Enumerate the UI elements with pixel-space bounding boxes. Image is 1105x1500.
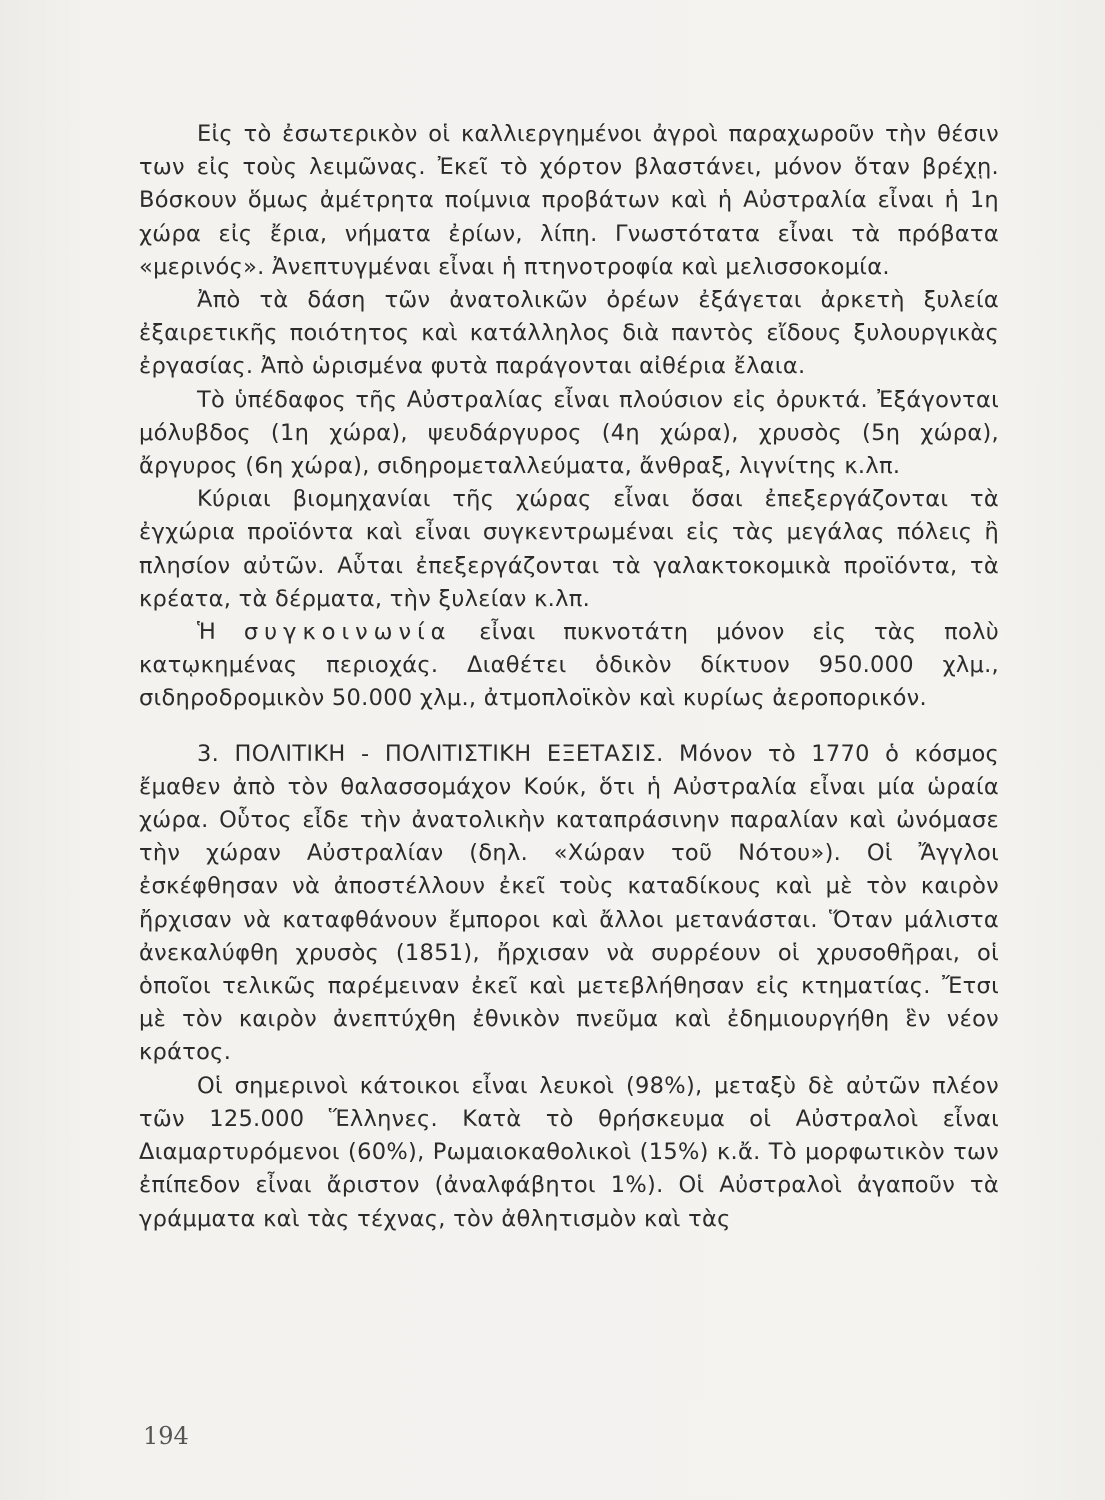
paragraph-agriculture: Εἰς τὸ ἐσωτερικὸν οἱ καλλιεργημένοι ἀγροὶ παραχωροῦν τὴν θέσιν των εἰς τοὺς λειμῶνας. Ἐκεῖ τὸ χόρτον βλαστάνει, μόνον ὅταν βρέχῃ. Βόσκουν ὅμως ἀμέτρητα ποίμνια προβάτων καὶ ἡ Αὐστραλία εἶναι ἡ 1η χώρα εἰς ἔρια, νήματα ἐρίων, λίπη. Γνωστότατα εἶναι τὰ πρόβατα «μερινός». Ἀνεπτυγμέναι εἶναι ἡ πτηνοτροφία καὶ μελισσοκομία. <box>139 121 999 280</box>
paragraph-communication <box>139 616 999 716</box>
paragraph-minerals: Τὸ ὑπέδαφος τῆς Αὐστραλίας εἶναι πλούσιον εἰς ὀρυκτά. Ἐξάγονται μόλυβδος (1η χώρα), ψευδάργυρος (4η χώρα), χρυσὸς (5η χώρα), ἄργυρος (6η χώρα), σιδηρομεταλλεύματα, ἄνθραξ, λιγνίτης κ.λπ. <box>139 386 999 480</box>
page-number: 194 <box>143 1422 189 1450</box>
section3-text: Μόνον τὸ 1770 ὁ κόσμος ἔμαθεν ἀπὸ τὸν θαλασσομάχον Κούκ, ὅτι ἡ Αὐστραλία εἶναι μία ὡραία χώρα. Οὗτος εἶδε τὴν ἀνατολικὴν καταπράσινην παραλίαν καὶ ὠνόμασε τὴν χώραν Αὐστραλίαν (δηλ. «Χώραν τοῦ Νότου»). Οἱ Ἄγγλοι ἐσκέφθησαν νὰ ἀποστέλλουν ἐκεῖ τοὺς καταδίκους καὶ μὲ τὸν καιρὸν ἤρχισαν νὰ καταφθάνουν ἔμποροι καὶ ἄλλοι μετανάσται. Ὅταν μάλιστα ἀνεκαλύφθη χρυσὸς (1851), ἤρχισαν νὰ συρρέουν οἱ χρυσοθῆραι, οἱ ὁποῖοι τελικῶς παρέμειναν ἐκεῖ καὶ μετεβλήθησαν εἰς κτηματίας. Ἔτσι μὲ τὸν καιρὸν ἀνεπτύχθη ἐθνικὸν πνεῦμα καὶ ἐδημιουργήθη ἓν νέον κράτος. <box>139 740 1000 1066</box>
section-gap <box>139 716 999 738</box>
section3-heading: 3. ΠΟΛΙΤΙΚΗ - ΠΟΛΙΤΙΣΤΙΚΗ ΕΞΕΤΑΣΙΣ. <box>197 740 664 767</box>
paragraph-industry: Κύριαι βιομηχανίαι τῆς χώρας εἶναι ὅσαι ἐπεξεργάζονται τὰ ἐγχώρια προϊόντα καὶ εἶναι συγκεντρωμέναι εἰς τὰς μεγάλας πόλεις ἢ πλησίον αὐτῶν. Αὗται ἐπεξεργάζονται τὰ γαλακτοκομικὰ προϊόντα, τὰ κρέατα, τὰ δέρματα, τὴν ξυλείαν κ.λπ. <box>139 486 999 612</box>
paragraph-forestry: Ἀπὸ τὰ δάση τῶν ἀνατολικῶν ὀρέων ἐξάγεται ἀρκετὴ ξυλεία ἐξαιρετικῆς ποιότητος καὶ κατάλληλος διὰ παντὸς εἴδους ξυλουργικὰς ἐργασίας. Ἀπὸ ὡρισμένα φυτὰ παράγονται αἰθέρια ἔλαια. <box>139 287 999 380</box>
communication-keyword: συγκοινωνία <box>243 619 452 646</box>
body-text <box>139 118 999 1236</box>
paragraph-section3-history <box>139 738 999 1070</box>
communication-lead: Ἡ <box>197 619 217 646</box>
paragraph-population: Οἱ σημερινοὶ κάτοικοι εἶναι λευκοὶ (98%), μεταξὺ δὲ αὐτῶν πλέον τῶν 125.000 Ἕλληνες. Κατὰ τὸ θρήσκευμα οἱ Αὐστραλοὶ εἶναι Διαμαρτυρόμενοι (60%), Ρωμαιοκαθολικοὶ (15%) κ.ἄ. Τὸ μορφωτικὸν των ἐπίπεδον εἶναι ἄριστον (ἀναλφάβητοι 1%). Οἱ Αὐστραλοὶ ἀγαποῦν τὰ γράμματα καὶ τὰς τέχνας, τὸν ἀθλητισμὸν καὶ τὰς <box>139 1072 999 1232</box>
communication-text: εἶναι πυκνοτάτη μόνον εἰς τὰς πολὺ κατῳκημένας περιοχάς. Διαθέτει ὁδικὸν δίκτυον 950.000 χλμ., σιδηροδρομικὸν 50.000 χλμ., ἀτμοπλοϊκὸν καὶ κυρίως ἀεροπορικόν. <box>139 619 1000 712</box>
